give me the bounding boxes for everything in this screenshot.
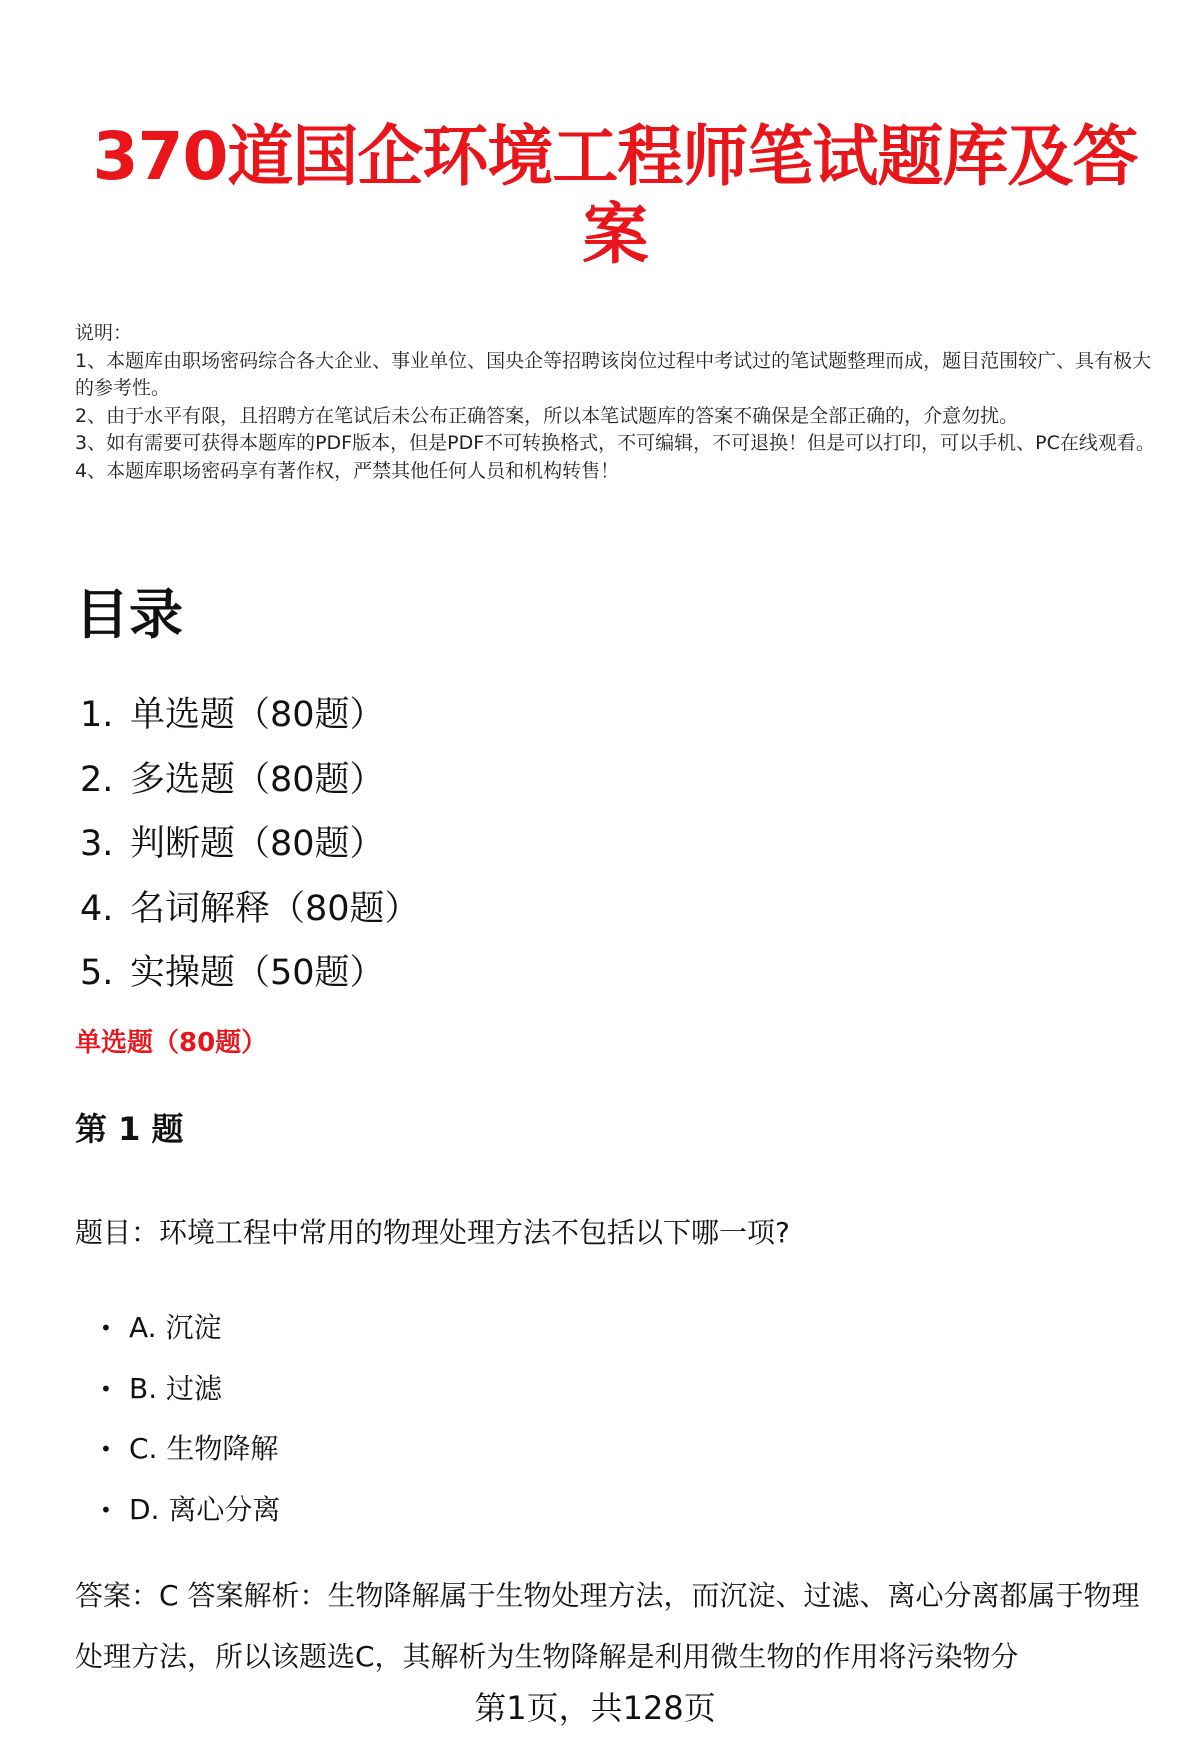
toc-item[interactable] <box>80 877 420 942</box>
toc-item-number: 5. <box>80 953 114 993</box>
bullet-icon: • <box>100 1376 112 1401</box>
toc-item-label: 多选题（80题） <box>130 759 385 800</box>
toc-item[interactable] <box>80 748 420 813</box>
option-label: D. 离心分离 <box>129 1492 281 1526</box>
option-item <box>100 1480 280 1541</box>
section-label: 单选题（80题） <box>75 1028 268 1058</box>
note-item: 1、本题库由职场密码综合各大企业、事业单位、国央企等招聘该岗位过程中考试过的笔试题整理而成，题目范围较广、具有极大的参考性。 <box>75 349 1152 399</box>
question-options <box>100 1298 280 1540</box>
document-title: 370道国企环境工程师笔试题库及答案 <box>92 118 1138 273</box>
bullet-icon: • <box>100 1316 112 1340</box>
toc-item-label: 名词解释（80题） <box>130 888 420 929</box>
notes-block <box>75 320 1155 485</box>
bullet-icon: • <box>100 1497 112 1522</box>
toc-item-label: 实操题（50题） <box>130 953 385 993</box>
toc-item[interactable] <box>80 941 420 1006</box>
answer-text: 答案：C 答案解析：生物降解属于生物处理方法，而沉淀、过滤、离心分离都属于物理处理方法，所以该题选C，其解析为生物降解是利用微生物的作用将污染物分 <box>75 1579 1140 1673</box>
toc-item-label: 单选题（80题） <box>130 695 385 735</box>
toc-item[interactable] <box>80 683 420 748</box>
option-item <box>100 1419 280 1480</box>
page-footer: 第1页，共128页 <box>474 1689 716 1727</box>
question-text: 题目：环境工程中常用的物理处理方法不包括以下哪一项? <box>75 1216 790 1249</box>
toc-heading: 目录 <box>75 583 183 646</box>
option-label: A. 沉淀 <box>129 1311 222 1344</box>
note-item: 2、由于水平有限，且招聘方在笔试后未公布正确答案，所以本笔试题库的答案不确保是全部正确的，介意勿扰。 <box>75 404 1019 427</box>
note-item: 4、本题库职场密码享有著作权，严禁其他任何人员和机构转售！ <box>75 459 620 482</box>
toc-item-number: 4. <box>80 888 114 929</box>
note-item: 3、如有需要可获得本题库的PDF版本，但是PDF不可转换格式，不可编辑，不可退换！但是可以打印，可以手机、PC在线观看。 <box>75 432 1155 454</box>
bullet-icon: • <box>100 1437 112 1461</box>
toc-item-label: 判断题（80题） <box>130 824 385 864</box>
question-heading: 第 1 题 <box>75 1110 184 1148</box>
option-label: C. 生物降解 <box>129 1432 279 1465</box>
option-label: B. 过滤 <box>129 1371 223 1405</box>
toc-item-number: 2. <box>80 759 114 800</box>
toc-item-number: 3. <box>80 824 114 864</box>
table-of-contents <box>80 683 420 1006</box>
notes-header: 说明： <box>75 322 133 344</box>
toc-item[interactable] <box>80 812 420 877</box>
toc-item-number: 1. <box>80 695 114 735</box>
option-item <box>100 1359 280 1420</box>
option-item <box>100 1298 280 1359</box>
